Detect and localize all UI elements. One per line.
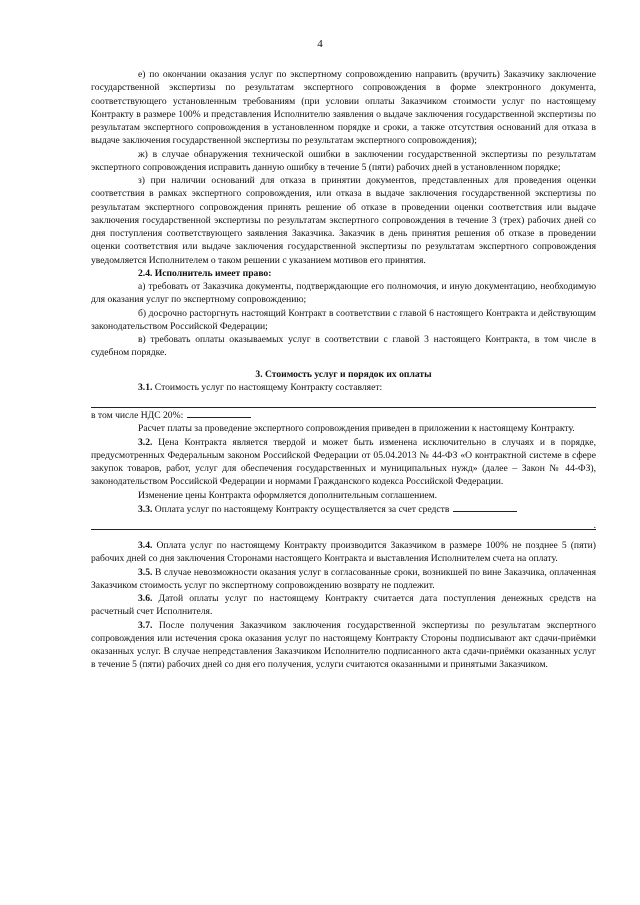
clause-3-3-number: 3.3. <box>138 503 153 515</box>
calc-note: Расчет платы за проведение экспертного сопровождения приведен в приложении к настоящему Контракту. <box>138 423 575 435</box>
clause-3-6-number: 3.6. <box>138 593 153 604</box>
clause-3-7-text: После получения Заказчиком заключения государственной экспертизы по результатам экспертного сопровождения или истечения срока оказания услуг по настоящему Контракту Стороны подписывают акт сдачи-приёмки оказанных услуг. В случае непредставления Заказчиком Исполнителю подписанного акта сдачи-приёмки оказанных услуг в течение 5 (пяти) рабочих дней со дня его получения, услуги считаются оказанными и принятыми Заказчиком. <box>91 619 596 671</box>
clause-3-3 <box>91 502 596 516</box>
clause-v: в) требовать оплаты оказываемых услуг в соответствии с главой 3 настоящего Контракта, в том числе в судебном порядке. <box>91 334 596 359</box>
price-change-note: Изменение цены Контракта оформляется дополнительным соглашением. <box>138 489 438 501</box>
clause-3-3-text: Оплата услуг по настоящему Контракту осуществляется за счет средств <box>154 503 450 515</box>
clause-3-4-number: 3.4. <box>138 540 153 551</box>
clause-b: б) досрочно расторгнуть настоящий Контракт в соответствии с главой 6 настоящего Контракта и действующим законодательством Российской Федерации; <box>91 307 596 332</box>
clause-3-7-number: 3.7. <box>138 619 153 631</box>
clause-z: з) при наличии оснований для отказа в принятии документов, представленных для проведения оценки соответствия в рамках экспертного сопровождения, или отказа в выдаче заключения государственной экспертизы по результатам экспертного сопровождения принять решение об отказе в проведении оценки соответствия или выдаче заключения государственной экспертизы по результатам экспертного сопровождения в течение 3 (трех) рабочих дней со дня поступления соответствующего заявления Заказчика. Заказчик в день принятия решения об отказе в проведении оценки соответствия или выдаче заключения государственной экспертизы по результатам экспертного сопровождения уведомляется Исполнителем о таком решении с указанием мотивов его принятия. <box>91 175 596 266</box>
clause-3-2-text: Цена Контракта является твердой и может быть изменена исключительно в случаях и в порядке, предусмотренных Федеральным законом Российской Федерации от 05.04.2013 № 44-ФЗ «О контрактной системе в сфере закупок товаров, работ, услуг для обеспечения государственных и муниципальных нужд» (далее – Закон № 44-ФЗ), законодательством Российской Федерации и нормами Гражданского кодекса Российской Федерации. <box>91 436 596 488</box>
section-2-4-heading <box>91 267 596 280</box>
clause-a: а) требовать от Заказчика документы, подтверждающие его полномочия, и иную документацию, необходимую для оказания услуг по экспертному сопровождению; <box>91 281 596 306</box>
clause-3-5-text: В случае невозможности оказания услуг в согласованные сроки, возникшей по вине Заказчика, оплаченная Заказчиком стоимость услуг по экспертному сопровождению возврату не подлежит. <box>91 566 596 591</box>
section-3-heading: 3. Стоимость услуг и порядок их оплаты <box>255 368 432 380</box>
clause-3-1-number: 3.1. <box>138 381 153 393</box>
clause-3-2-number: 3.2. <box>138 436 153 448</box>
clause-3-2 <box>91 436 596 489</box>
clause-3-6-text: Датой оплаты услуг по настоящему Контракту считается дата поступления денежных средств на расчетный счет Исполнителя. <box>91 593 596 618</box>
clause-3-5-number: 3.5. <box>138 566 153 578</box>
funding-line-end: . <box>593 519 596 531</box>
vat-blank <box>187 408 251 418</box>
clause-3-4-text: Оплата услуг по настоящему Контракту производится Заказчиком в размере 100% не позднее 5 (пяти) рабочих дней со дня заключения Сторонами настоящего Контракта и выставления Исполнителем счета на оплату. <box>91 540 597 565</box>
clause-3-1-text: Стоимость услуг по настоящему Контракту составляет: <box>154 381 383 393</box>
clause-e: е) по окончании оказания услуг по экспертному сопровождению направить (вручить) Заказчику заключение государственной экспертизы по результатам экспертного сопровождения в форме электронного документа, соответствующего установленным требованиям (при условии оплаты Заказчиком стоимости услуг по настоящему Контракту в размере 100% и представления Исполнителю заявления о выдаче заключения государственной экспертизы по результатам экспертного сопровождения в установленном порядке и сроки, а также отсутствия оснований для отказа в выдаче заключения государственной экспертизы по результатам экспертного сопровождения); <box>91 69 596 147</box>
clause-3-4 <box>91 539 596 566</box>
vat-label: в том числе НДС 20%: <box>91 410 184 421</box>
document-body <box>91 68 596 672</box>
funding-blank <box>453 502 517 512</box>
vat-line <box>91 408 596 422</box>
page-number: 4 <box>317 38 323 50</box>
clause-3-1 <box>91 381 596 394</box>
price-blank-line <box>91 394 596 408</box>
clause-3-5 <box>91 566 596 593</box>
clause-3-7 <box>91 619 596 672</box>
clause-3-6 <box>91 592 596 619</box>
section-2-4-heading-text: 2.4. Исполнитель имеет право: <box>138 267 272 279</box>
funding-blank-line <box>91 516 596 530</box>
clause-zh: ж) в случае обнаружения технической ошибки в заключении государственной экспертизы по результатам экспертного сопровождения исправить данную ошибку в течение 5 (пяти) рабочих дней в установленном порядке; <box>91 148 596 173</box>
